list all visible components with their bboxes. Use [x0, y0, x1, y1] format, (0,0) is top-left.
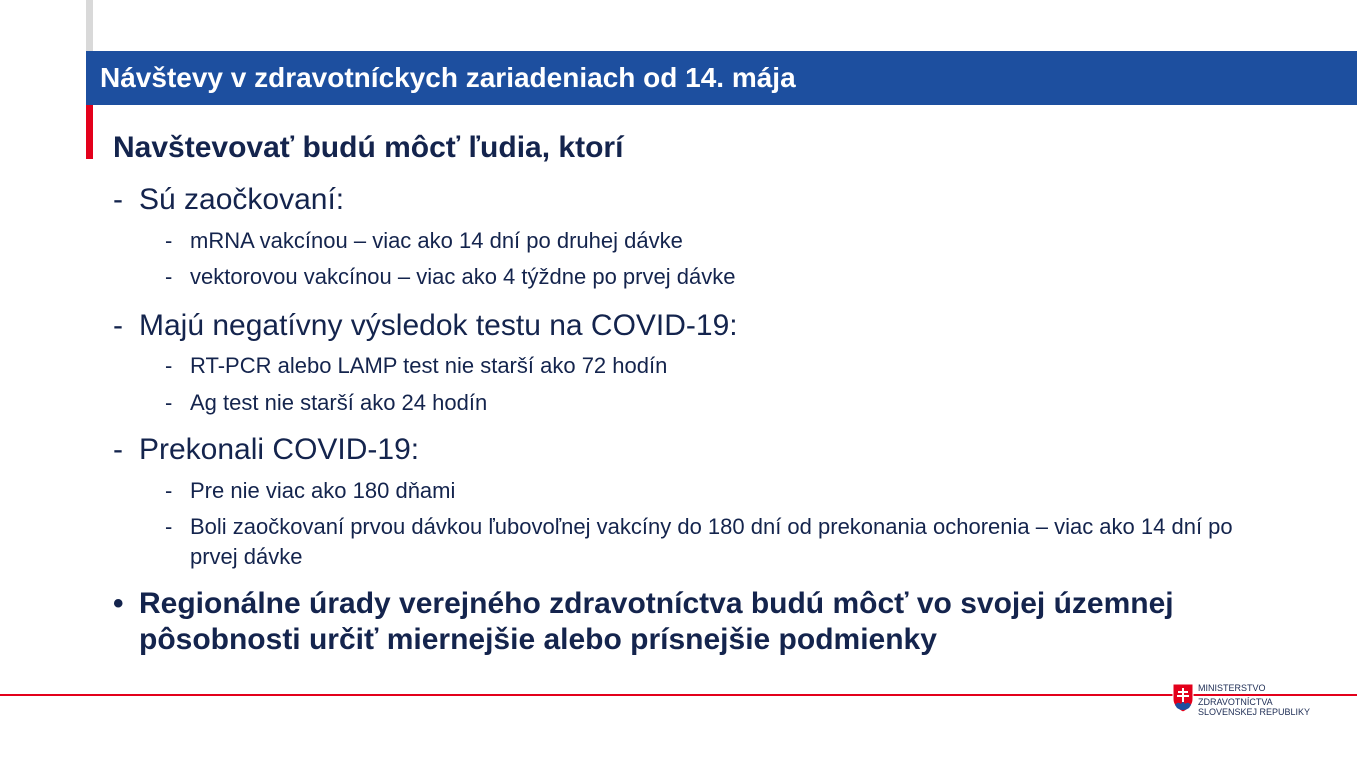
top-gray-bar — [86, 0, 93, 51]
bullet-marker: • — [113, 587, 124, 620]
logo-line-3: SLOVENSKEJ REPUBLIKY — [1198, 707, 1311, 717]
list-item-text: Boli zaočkovaní prvou dávkou ľubovoľnej vakcíny do 180 dní od prekonania ochorenia – viac ako 14 dní po prvej dávke — [190, 514, 1233, 569]
group-recovered — [113, 430, 419, 470]
slide-title: Návštevy v zdravotníckych zariadeniach od 14. mája — [86, 51, 1357, 105]
red-accent-bar — [86, 105, 93, 159]
list-item-text: Ag test nie starší ako 24 hodín — [190, 390, 488, 415]
list-item — [165, 388, 1275, 418]
list-item — [165, 476, 1275, 506]
group-label: Prekonali COVID-19: — [139, 433, 420, 466]
dash-marker: - — [165, 478, 173, 503]
list-item — [165, 262, 1275, 292]
list-item-text: Pre nie viac ako 180 dňami — [190, 478, 456, 503]
dash-marker: - — [165, 228, 173, 253]
dash-marker: - — [113, 433, 123, 466]
list-item-text: mRNA vakcínou – viac ako 14 dní po druhej dávke — [190, 228, 683, 253]
dash-marker: - — [165, 353, 173, 378]
list-item — [165, 226, 1275, 256]
regional-offices-bullet — [113, 586, 1263, 658]
slovak-coat-of-arms-icon — [1172, 683, 1194, 713]
group-label: Sú zaočkovaní: — [139, 183, 345, 216]
group-label: Majú negatívny výsledok testu na COVID-19: — [139, 309, 738, 342]
group-vaccinated — [113, 180, 344, 220]
dash-marker: - — [113, 183, 123, 216]
list-item-text: RT-PCR alebo LAMP test nie starší ako 72 hodín — [190, 353, 668, 378]
dash-marker: - — [113, 309, 123, 342]
logo-line-2: ZDRAVOTNÍCTVA — [1198, 697, 1273, 707]
dash-marker: - — [165, 390, 173, 415]
dash-marker: - — [165, 264, 173, 289]
logo-line-1: MINISTERSTVO — [1198, 683, 1266, 693]
list-item — [165, 512, 1275, 572]
list-item-text: vektorovou vakcínou – viac ako 4 týždne po prvej dávke — [190, 264, 736, 289]
list-item — [165, 351, 1275, 381]
dash-marker: - — [165, 514, 173, 539]
footer-red-line — [0, 694, 1357, 696]
bullet-text: Regionálne úrady verejného zdravotníctva budú môcť vo svojej územnej pôsobnosti určiť miernejšie alebo prísnejšie podmienky — [139, 587, 1174, 656]
ministry-logo — [1172, 683, 1352, 723]
group-negative-test — [113, 306, 738, 346]
content-heading: Navštevovať budú môcť ľudia, ktorí — [113, 131, 624, 164]
